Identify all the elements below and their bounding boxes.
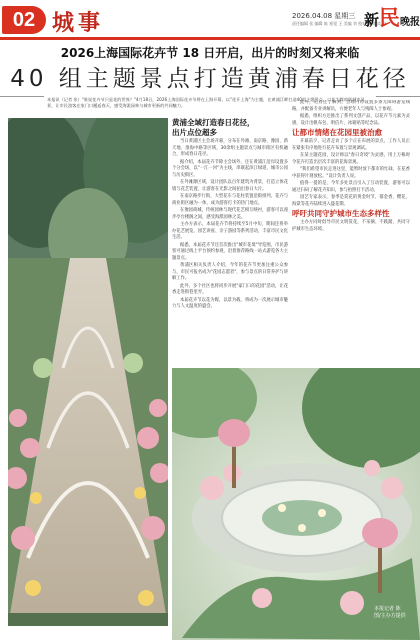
- paragraph: 据悉，组织方还推出了系列文创产品，以花卉节元素为灵感，设计出帆布包、明信片、冰箱贴等纪念品。: [292, 114, 410, 126]
- credit-line-2: 图/主办方提供: [374, 613, 406, 619]
- paragraph: 在外滩源区域，设计团队以百年建筑为背景，打造立体花墙与花艺装置，让游客在光影之间拍出春日大片。: [172, 180, 288, 192]
- logo-char-3: 晚报: [400, 17, 420, 28]
- column-3-subheading-2: 呼吁共同守护城市生态多样性: [292, 209, 390, 218]
- paragraph: 值得一提的是，今年多处景点引入了互动装置，游客可以通过扫码了解花卉知识，参与拍照打卡活动。: [292, 181, 410, 193]
- column-2-subheading: 黄浦全域打造春日花径， 出片点位超多: [172, 118, 255, 137]
- paragraph: 开幕前夕，记者走访了多个正在布展的景点，工作人员正在紧张有序地进行花卉布置与景观调试。: [292, 139, 410, 151]
- newspaper-logo: [364, 2, 420, 32]
- lead-rule-left: [0, 96, 44, 97]
- paragraph: 当日黄浦区主会场开幕，分布在外滩、南京路、豫园、新天地、淮海中路等区域，30余组主题景点与城市街区有机融合，形成春日花径。: [172, 139, 288, 157]
- header-rule: [0, 37, 420, 40]
- logo-char-2: 民: [379, 5, 401, 30]
- lead-rule-right: [376, 96, 420, 97]
- paragraph: 据介绍，本届花卉节除主会场外，还在黄浦江沿岸设置多个分会场，以"一江一河"为主线，串联起滨江绿道、城市公园与历史街区。: [172, 159, 288, 178]
- section-name: 城事: [52, 11, 105, 36]
- paragraph: 园艺专家表示，春季是赏花的黄金时节，郁金香、樱花、海棠等花卉陆续进入盛花期。: [292, 195, 410, 207]
- paragraph: 本届花卉节以花为媒，以景为载，将成为一次展示城市魅力与人文温度的盛会。: [172, 297, 288, 309]
- paragraph: 此外，多个社区也将同步开展"家门口的花园"活动，让花香走进街巷里弄。: [172, 283, 288, 295]
- garden-rendering-photo: [172, 368, 420, 640]
- article-headline: 40 组主题景点打造黄浦春日花径: [10, 66, 410, 92]
- paragraph: 黄浦区相关负责人介绍，今年的花卉节更加注重公众参与，市民可报名成为"花园志愿者"，参与景点的日常养护与讲解工作。: [172, 263, 288, 281]
- credit-line-1: 本报记者 陈: [374, 606, 401, 612]
- column-3-subheading: 让都市情绪在花园里被治愈: [292, 128, 382, 137]
- article-column-3: [292, 100, 410, 358]
- garden-path-photo: [8, 118, 168, 626]
- paragraph: 此外，记者还了解到，会场内将设置多条无障碍游览线路，并配备专业讲解员，方便老年人与残障人士参观。: [292, 100, 410, 112]
- article-lead: 本报讯（记者 张）"谁说花卉节只是花的世界？"4月18日，2026上海国际花卉节将在上海开幕，以"花开上海"为主题，在黄浦江畔打造40组主题景点，以花为媒串联城市风景，让市民游客在家门口邂逅春天，感受海派园林与城市更新的共同魅力。: [47, 97, 365, 109]
- issue-date: 2026.04.08 星期三: [292, 12, 356, 20]
- page-header: [0, 0, 420, 42]
- paragraph: 在某主题花园，设计师以"春日奇境"为灵感，用上万株时令花卉打造出层次丰富的花海景观。: [292, 153, 410, 165]
- photo-credit: [374, 606, 406, 620]
- article-subtitle: 2026上海国际花卉节 18 日开启，出片的时刻又将来临: [60, 46, 360, 60]
- edition-line: 责任编辑 张 编辑 陈 视觉 王 美编 刘 校对 李 审读 赵: [292, 21, 386, 26]
- paragraph: 主办方表示，本届花卉节将持续至5月中旬，期间还将举办花艺展览、园艺讲座、亲子游园等系列活动，丰富市民文化生活。: [172, 222, 288, 240]
- section-number: 02: [2, 6, 46, 34]
- paragraph: 据悉，本届花卉节还首次推出"城市花境"导览图，市民游客可通过线上平台预约参观，沿着推荐路线一站式游览各大主题景点。: [172, 242, 288, 261]
- paragraph: 在南京路步行街，大型花车与花柱装置沿街排列，花卉与商业街区融为一体，成为游客打卡的热门地点。: [172, 194, 288, 206]
- paragraph: "我们希望市民走进这里，能暂时放下都市的忙碌，在花香中获得片刻放松。"设计负责人说。: [292, 167, 410, 179]
- logo-char-1: 新: [364, 11, 380, 29]
- paragraph: 主办方同时倡导市民文明赏花，不采摘、不践踏，共同守护城市生态环境。: [292, 220, 410, 232]
- paragraph: 在豫园商城，传统园林与现代花艺相互映衬，游客可以漫步亭台楼阁之间，感受海派园林之美。: [172, 208, 288, 220]
